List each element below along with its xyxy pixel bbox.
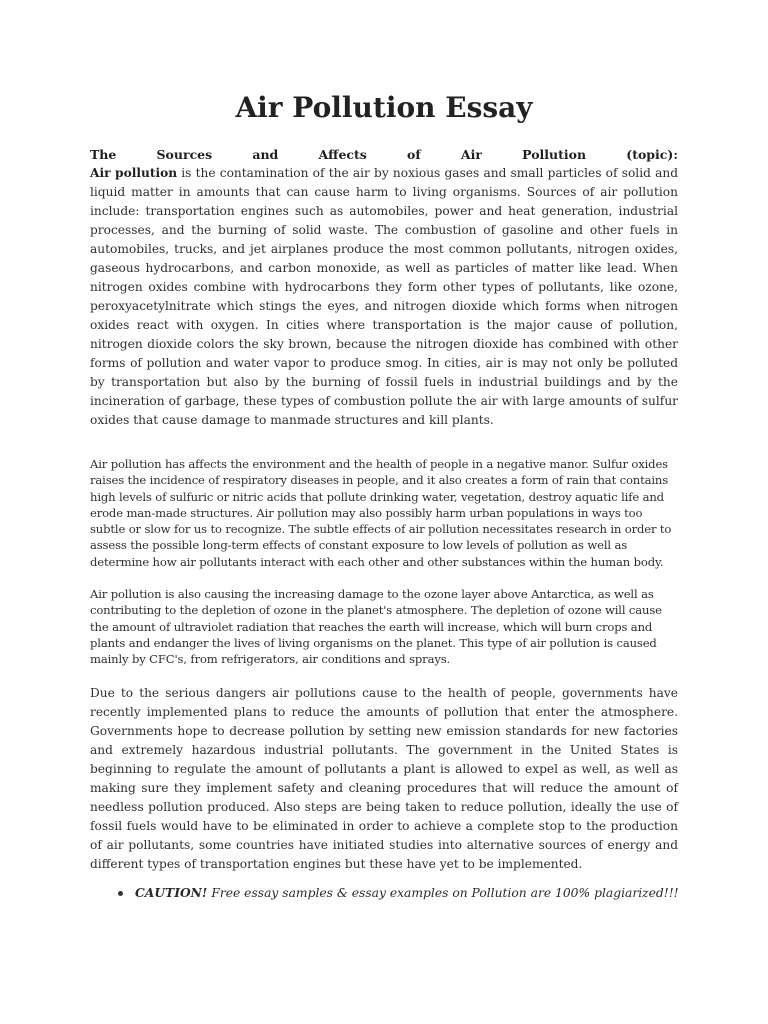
topic-word: (topic): <box>626 147 678 162</box>
paragraph-lead-term: Air pollution <box>90 166 178 180</box>
topic-word: and <box>252 147 279 162</box>
paragraph-government: Due to the serious dangers air pollutions cause to the health of people, governments have recently implemented plans to reduce the amounts of pollution that enter the atmosphere. Governments hope to decrease pollution by setting new emission standards for new factories and extremely hazardous industrial pollutants. The government in the United States is beginning to regulate the amount of pollutants a plant is allowed to expel as well, as well as making sure they implement safety and cleaning procedures that will reduce the amount of needless pollution produced. Also steps are being taken to reduce pollution, ideally the use of fossil fuels would have to be eliminated in order to achieve a complete stop to the production of air pollutants, some countries have initiated studies into alternative sources of energy and different types of transportation engines but these have yet to be implemented. <box>90 685 678 871</box>
bullet-icon <box>118 891 123 896</box>
topic-word: Sources <box>156 147 213 162</box>
paragraph-body: is the contamination of the air by noxious gases and small particles of solid and liquid matter in amounts that can cause harm to living organisms. Sources of air pollution include: transportation engines such as automobiles, power and heat generation, industrial processes, and the burning of solid waste. The combustion of gasoline and other fuels in automobiles, trucks, and jet airplanes produce the most common pollutants, nitrogen oxides, gaseous hydrocarbons, and carbon monoxide, as well as particles of matter like lead. When nitrogen oxides combine with hydrocarbons they form other types of pollutants, like ozone, peroxyacetylnitrate which stings the eyes, and nitrogen dioxide which forms when nitrogen oxides react with oxygen. In cities where transportation is the major cause of pollution, nitrogen dioxide colors the sky brown, because the nitrogen dioxide has combined with other forms of pollution and water vapor to produce smog. In cities, air is may not only be polluted by transportation but also by the burning of fossil fuels in industrial buildings and by the incineration of garbage, these types of combustion pollute the air with large amounts of sulfur oxides that cause damage to manmade structures and kill plants. <box>90 166 678 427</box>
paragraph-sources <box>90 164 678 430</box>
paragraph-effects: Air pollution has affects the environment and the health of people in a negative manor. Sulfur oxides raises the incidence of respiratory diseases in people, and it also creates a form of rain that contains high levels of sulfuric or nitric acids that pollute drinking water, vegetation, destroy aquatic life and erode man-made structures. Air pollution may also possibly harm urban populations in ways too subtle or slow for us to recognize. The subtle effects of air pollution necessitates research in order to assess the possible long-term effects of constant exposure to low levels of pollution as well as determine how air pollutants interact with each other and other substances within the human body. <box>90 457 672 569</box>
paragraph-ozone: Air pollution is also causing the increasing damage to the ozone layer above Antarctica, as well as contributing to the depletion of ozone in the planet's atmosphere. The depletion of ozone will cause the amount of ultraviolet radiation that reaches the earth will increase, which will burn crops and plants and endanger the lives of living organisms on the planet. This type of air pollution is caused mainly by CFC's, from refrigerators, air conditions and sprays. <box>90 587 662 667</box>
topic-word: Air <box>460 147 482 162</box>
topic-heading <box>90 146 678 164</box>
caution-note <box>118 884 679 902</box>
caution-label: CAUTION! <box>135 885 208 900</box>
topic-word: The <box>90 147 117 162</box>
topic-word: Pollution <box>522 147 587 162</box>
topic-word: Affects <box>318 147 367 162</box>
page-title: Air Pollution Essay <box>235 91 533 124</box>
caution-text: Free essay samples & essay examples on Pollution are 100% plagiarized!!! <box>211 886 679 900</box>
topic-word: of <box>407 147 421 162</box>
